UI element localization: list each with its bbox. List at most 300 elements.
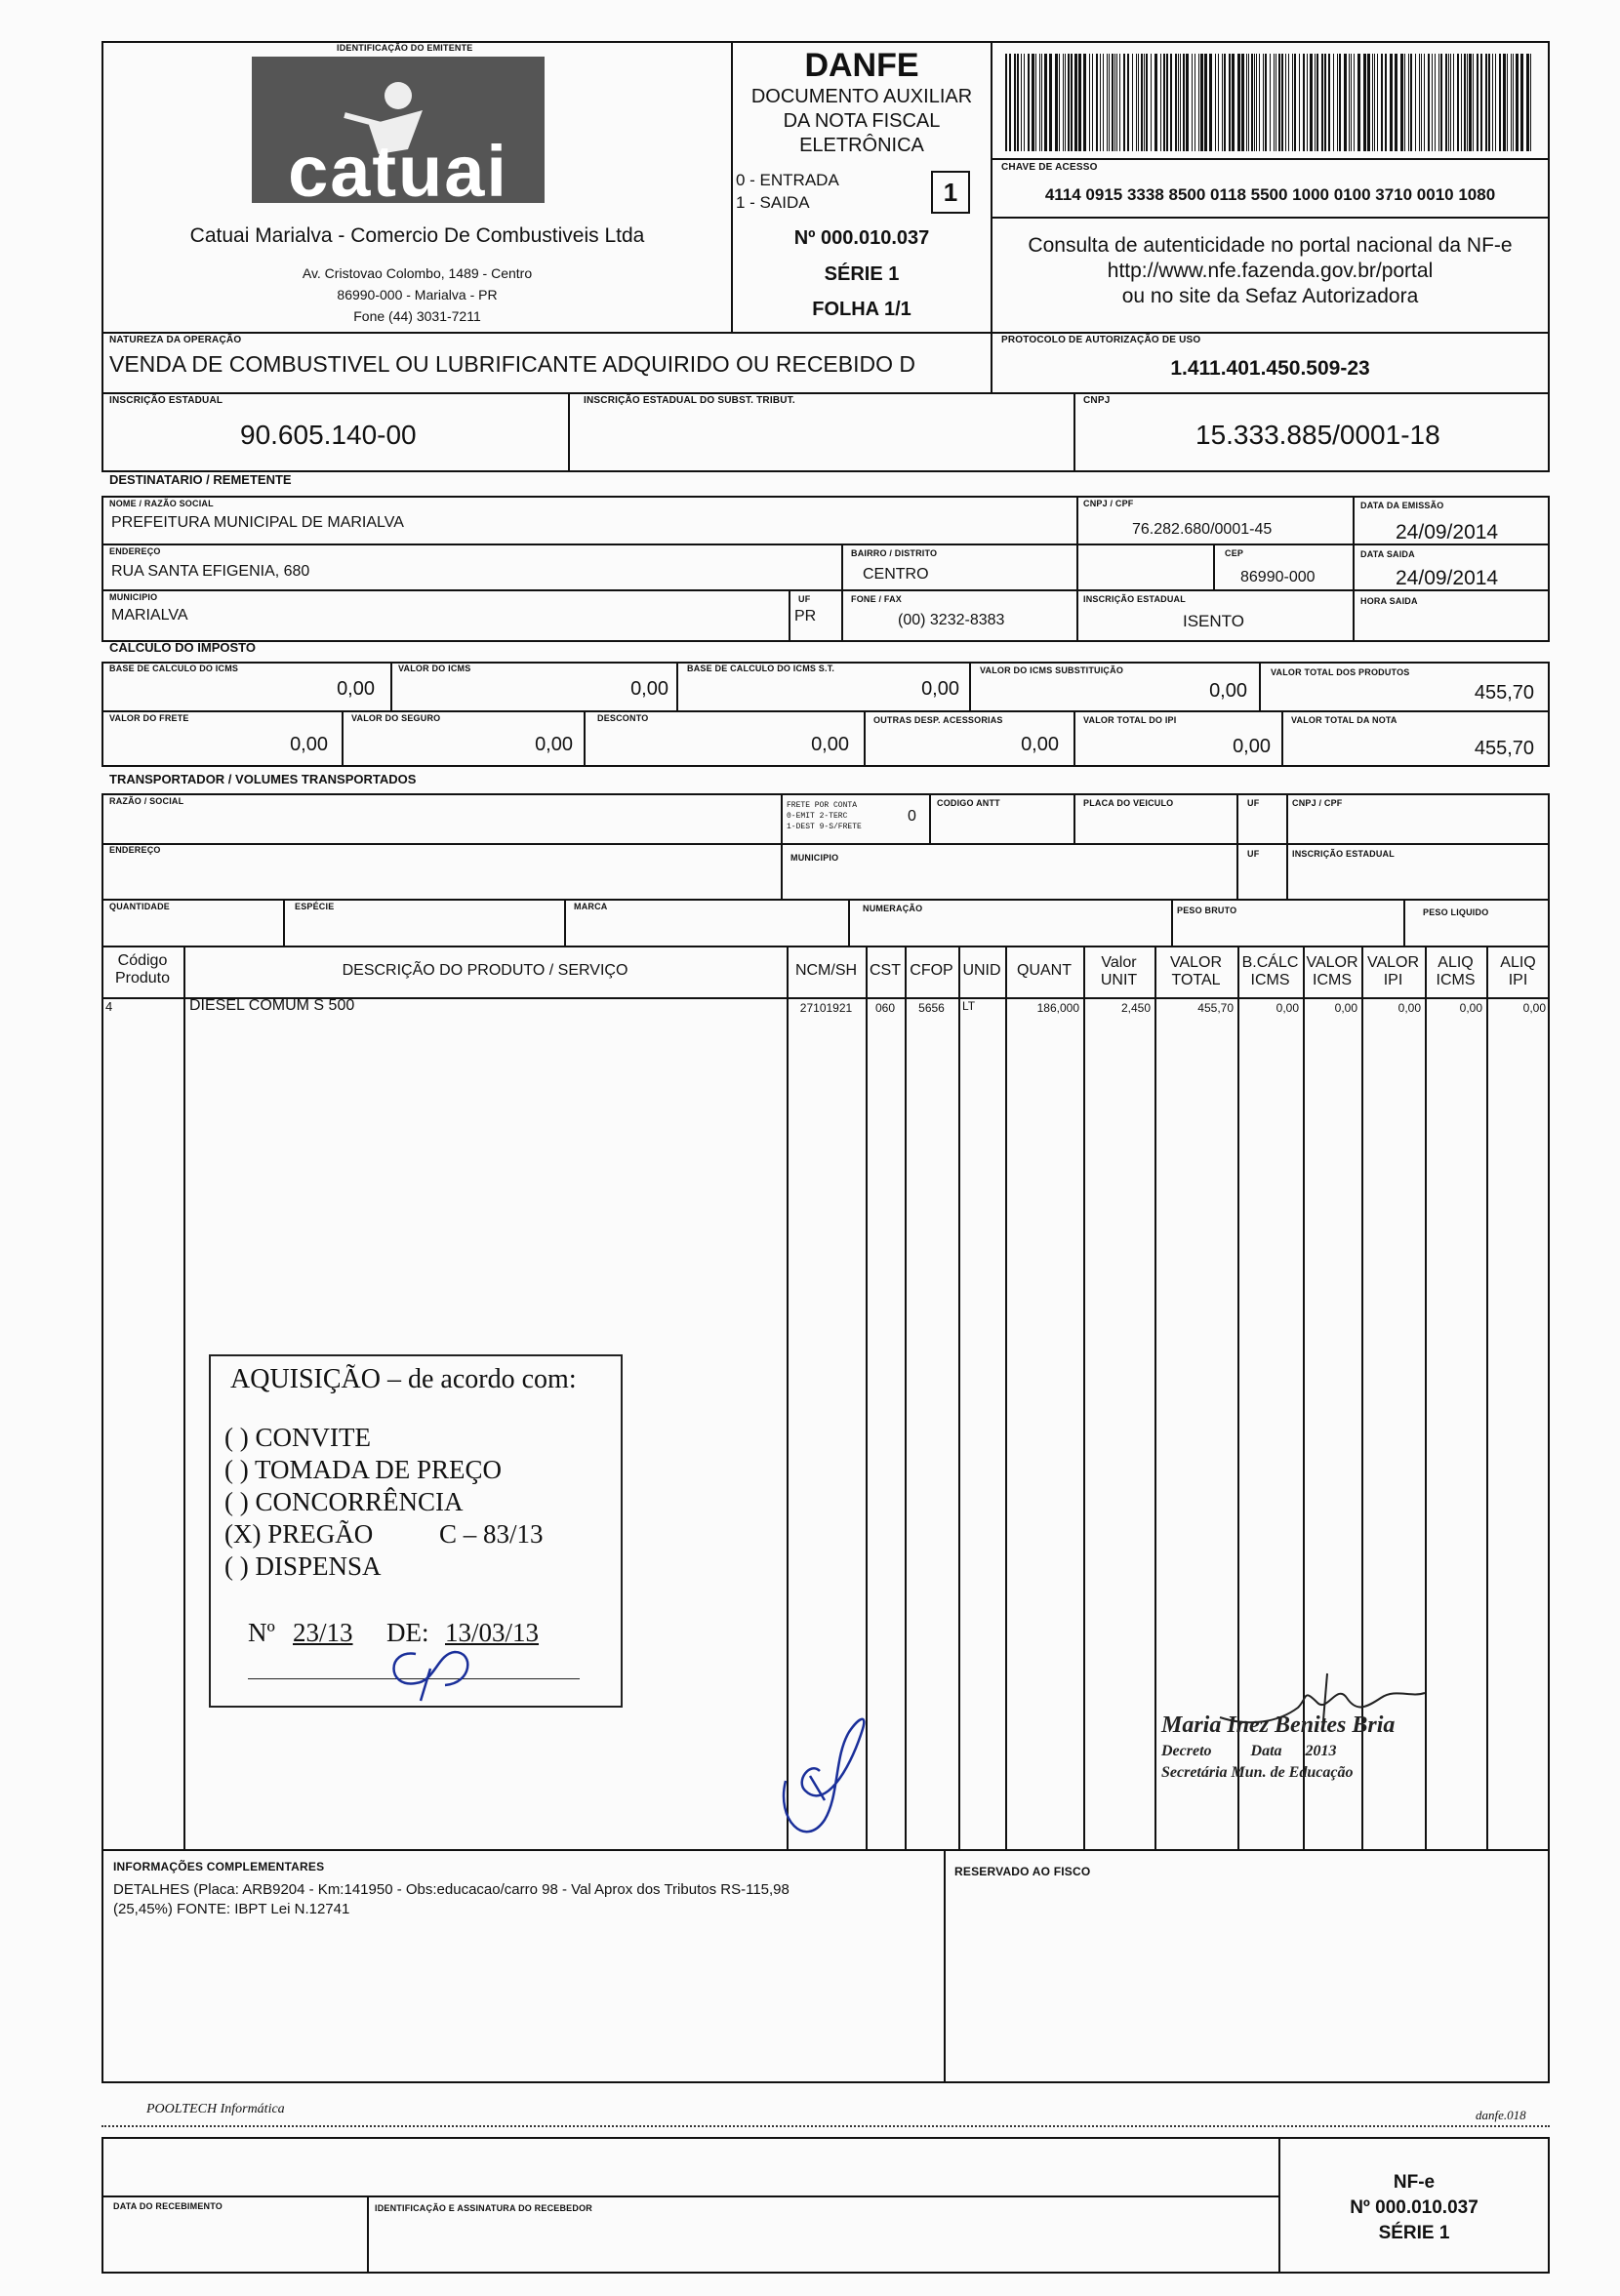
barcode-bar — [1473, 54, 1474, 151]
cell-codigo: 4 — [105, 999, 113, 1014]
barcode-bar — [1256, 54, 1257, 151]
barcode-bar — [1354, 54, 1355, 151]
emitente-section-label: IDENTIFICAÇÃO DO EMITENTE — [337, 43, 473, 53]
barcode-bar — [1055, 54, 1058, 151]
dest-emissao-label: DATA DA EMISSÃO — [1360, 501, 1444, 510]
barcode-bar — [1278, 54, 1280, 151]
protocolo-label: PROTOCOLO DE AUTORIZAÇÃO DE USO — [1001, 335, 1201, 345]
barcode-bar — [1428, 54, 1430, 151]
danfe-ref: danfe.018 — [1476, 2108, 1526, 2122]
logo-text: catuai — [288, 131, 508, 203]
barcode-bar — [1292, 54, 1293, 151]
barcode-bar — [1032, 54, 1034, 151]
barcode-bar — [1408, 54, 1409, 151]
barcode-bar — [1154, 54, 1157, 151]
barcode-bar — [1160, 54, 1161, 151]
barcode-bar — [1337, 54, 1338, 151]
barcode-bar — [1248, 54, 1249, 151]
barcode — [1005, 54, 1535, 151]
barcode-bar — [1395, 54, 1397, 151]
barcode-bar — [1377, 54, 1378, 151]
carimbo-name: Maria Inez Benites Bria — [1161, 1712, 1396, 1738]
carimbo-line2: Decreto Data 2013 — [1161, 1743, 1337, 1759]
barcode-bar — [1477, 54, 1478, 151]
barcode-bar — [1438, 54, 1439, 151]
barcode-bar — [1170, 54, 1172, 151]
chave-label: CHAVE DE ACESSO — [1001, 162, 1098, 173]
emitente-address1: Av. Cristovao Colombo, 1489 - Centro — [302, 265, 533, 281]
natureza-value: VENDA DE COMBUSTIVEL OU LUBRIFICANTE ADQUIRIDO OU RECEBIDO D — [109, 351, 916, 377]
barcode-bar — [1151, 54, 1152, 151]
dest-saida: 24/09/2014 — [1396, 567, 1499, 589]
barcode-bar — [1303, 54, 1305, 151]
danfe-folha: FOLHA 1/1 — [812, 299, 911, 320]
th-descricao: DESCRIÇÃO DO PRODUTO / SERVIÇO — [342, 962, 628, 979]
barcode-bar — [1415, 54, 1416, 151]
barcode-bar — [1063, 54, 1064, 151]
barcode-bar — [1435, 54, 1436, 151]
barcode-bar — [1410, 54, 1412, 151]
barcode-bar — [1285, 54, 1286, 151]
barcode-bar — [1200, 54, 1203, 151]
th-vunit: Valor UNIT — [1100, 954, 1138, 988]
barcode-bar — [1464, 54, 1466, 151]
barcode-bar — [1100, 54, 1101, 151]
barcode-bar — [1424, 54, 1425, 151]
barcode-bar — [1254, 54, 1255, 151]
barcode-bar — [1127, 54, 1129, 151]
dest-bairro: CENTRO — [863, 566, 929, 583]
danfe-title: DANFE — [804, 47, 919, 84]
danfe-subtitle2: DA NOTA FISCAL — [783, 110, 941, 132]
cnpj-emit-label: CNPJ — [1083, 395, 1111, 406]
barcode-bar — [1511, 54, 1512, 151]
cut-line — [101, 2125, 1550, 2127]
ipi-label: VALOR TOTAL DO IPI — [1083, 715, 1177, 725]
barcode-bar — [1222, 54, 1223, 151]
barcode-bar — [1390, 54, 1393, 151]
barcode-bar — [1367, 54, 1370, 151]
desconto-label: DESCONTO — [597, 713, 649, 723]
total-prod-label: VALOR TOTAL DOS PRODUTOS — [1271, 667, 1410, 677]
dest-cnpj-label: CNPJ / CPF — [1083, 499, 1134, 508]
valor-icms-label: VALOR DO ICMS — [398, 664, 471, 673]
barcode-bar — [1065, 54, 1066, 151]
fisco-label: RESERVADO AO FISCO — [954, 1865, 1091, 1878]
complementares-line1: DETALHES (Placa: ARB9204 - Km:141950 - Obs:educacao/carro 98 - Val Aprox dos Tributos RS-115,98 — [113, 1881, 790, 1898]
stamp-tomada: ( ) TOMADA DE PREÇO — [224, 1455, 503, 1484]
barcode-bar — [1166, 54, 1168, 151]
dest-bairro-label: BAIRRO / DISTRITO — [851, 548, 938, 558]
carimbo-line3: Secretária Mun. de Educação — [1161, 1764, 1354, 1781]
company-logo — [252, 57, 545, 203]
especie-label: ESPÉCIE — [295, 902, 335, 911]
barcode-bar — [1503, 54, 1506, 151]
barcode-bar — [1265, 54, 1267, 151]
recibo-numero: Nº 000.010.037 — [1350, 2197, 1478, 2218]
barcode-bar — [1014, 54, 1016, 151]
transp-uf-label: UF — [1247, 798, 1260, 808]
barcode-bar — [1209, 54, 1212, 151]
recibo-nfe: NF-e — [1393, 2172, 1436, 2193]
barcode-bar — [1237, 54, 1240, 151]
transportador-section: TRANSPORTADOR / VOLUMES TRANSPORTADOS — [109, 772, 417, 786]
barcode-bar — [1071, 54, 1073, 151]
barcode-bar — [1492, 54, 1493, 151]
recibo-serie: SÉRIE 1 — [1378, 2223, 1450, 2243]
barcode-bar — [1146, 54, 1148, 151]
barcode-bar — [1132, 54, 1133, 151]
barcode-bar — [1349, 54, 1350, 151]
frete-line1: FRETE POR CONTA — [787, 801, 858, 810]
transp-ie-label: INSCRIÇÃO ESTADUAL — [1292, 849, 1395, 859]
th-aipi: ALIQ IPI — [1500, 954, 1536, 988]
barcode-bar — [1400, 54, 1403, 151]
dest-hora-label: HORA SAIDA — [1360, 596, 1418, 606]
barcode-bar — [1316, 54, 1318, 151]
barcode-bar — [1344, 54, 1347, 151]
iest-label: INSCRIÇÃO ESTADUAL DO SUBST. TRIBUT. — [584, 395, 795, 406]
barcode-bar — [1229, 54, 1231, 151]
stamp-title: AQUISIÇÃO – de acordo com: — [230, 1364, 577, 1394]
seguro: 0,00 — [535, 734, 573, 755]
peso-bruto-label: PESO BRUTO — [1177, 906, 1237, 915]
barcode-bar — [1307, 54, 1308, 151]
th-aicms: ALIQ ICMS — [1436, 954, 1476, 988]
consulta-line2: http://www.nfe.fazenda.gov.br/portal — [1107, 260, 1434, 282]
transp-razao-label: RAZÃO / SOCIAL — [109, 796, 184, 806]
chave-value: 4114 0915 3338 8500 0118 5500 1000 0100 3710 0010 1080 — [1044, 185, 1496, 204]
danfe-saida: 1 - SAIDA — [736, 193, 810, 212]
barcode-bar — [1224, 54, 1226, 151]
barcode-bar — [1009, 54, 1011, 151]
th-codigo: Código Produto — [114, 952, 171, 987]
barcode-bar — [1180, 54, 1181, 151]
dest-nome-label: NOME / RAZÃO SOCIAL — [109, 499, 214, 508]
barcode-bar — [1432, 54, 1433, 151]
stamp-num-label: Nº — [248, 1618, 275, 1647]
valor-st: 0,00 — [1209, 680, 1247, 702]
natureza-label: NATUREZA DA OPERAÇÃO — [109, 335, 242, 345]
transp-cnpj-label: CNPJ / CPF — [1292, 798, 1343, 808]
barcode-bar — [1215, 54, 1216, 151]
barcode-bar — [1324, 54, 1326, 151]
barcode-bar — [1480, 54, 1482, 151]
dest-endereco: RUA SANTA EFIGENIA, 680 — [111, 563, 310, 580]
barcode-bar — [1499, 54, 1501, 151]
dest-fone: (00) 3232-8383 — [898, 612, 1005, 628]
barcode-bar — [1357, 54, 1360, 151]
barcode-bar — [1363, 54, 1366, 151]
th-vtotal: VALOR TOTAL — [1169, 954, 1223, 988]
barcode-bar — [1116, 54, 1117, 151]
barcode-bar — [1059, 54, 1060, 151]
dest-municipio-label: MUNICIPIO — [109, 592, 158, 602]
barcode-bar — [1024, 54, 1025, 151]
protocolo-value: 1.411.401.450.509-23 — [1170, 357, 1370, 380]
barcode-bar — [1198, 54, 1199, 151]
numeracao-label: NUMERAÇÃO — [863, 904, 923, 913]
barcode-bar — [1192, 54, 1193, 151]
barcode-bar — [1218, 54, 1219, 151]
barcode-bar — [1488, 54, 1490, 151]
cell-vtotal: 455,70 — [1197, 1001, 1234, 1015]
barcode-bar — [1315, 54, 1316, 151]
quantidade-label: QUANTIDADE — [109, 902, 170, 911]
danfe-serie: SÉRIE 1 — [824, 263, 900, 285]
frete: 0,00 — [290, 734, 328, 755]
barcode-bar — [1259, 54, 1260, 151]
barcode-bar — [1526, 54, 1529, 151]
valor-icms: 0,00 — [630, 678, 668, 700]
danfe-entrada: 0 - ENTRADA — [736, 171, 839, 189]
barcode-bar — [1461, 54, 1462, 151]
total-nota-label: VALOR TOTAL DA NOTA — [1291, 715, 1397, 725]
dest-uf: PR — [794, 608, 817, 624]
frete-por-conta — [787, 800, 862, 832]
th-ncm: NCM/SH — [794, 962, 858, 979]
desconto: 0,00 — [811, 734, 849, 755]
software-credit: POOLTECH Informática — [146, 2102, 285, 2116]
blue-signature-icon — [766, 1703, 873, 1849]
barcode-bar — [1123, 54, 1125, 151]
stamp-num: 23/13 — [293, 1618, 353, 1647]
total-prod: 455,70 — [1474, 682, 1534, 704]
ipi: 0,00 — [1233, 736, 1271, 757]
stamp-pregao-ref: C – 83/13 — [439, 1519, 544, 1549]
barcode-bar — [1469, 54, 1472, 151]
base-icms: 0,00 — [337, 678, 375, 700]
assinatura-label: IDENTIFICAÇÃO E ASSINATURA DO RECEBEDOR — [375, 2203, 592, 2213]
marca-label: MARCA — [574, 902, 608, 911]
barcode-bar — [1041, 54, 1042, 151]
th-quant: QUANT — [1017, 962, 1072, 979]
barcode-bar — [1096, 54, 1098, 151]
cell-vicms: 0,00 — [1334, 1001, 1357, 1015]
barcode-bar — [1321, 54, 1323, 151]
stamp-dispensa: ( ) DISPENSA — [224, 1551, 382, 1581]
stamp-concorrencia: ( ) CONCORRÊNCIA — [224, 1487, 464, 1516]
th-cfop: CFOP — [910, 962, 953, 979]
barcode-bar — [1107, 54, 1108, 151]
cell-aipi: 0,00 — [1522, 1001, 1546, 1015]
barcode-bar — [1299, 54, 1300, 151]
peso-liquido-label: PESO LIQUIDO — [1423, 907, 1489, 917]
th-vipi: VALOR IPI — [1366, 954, 1420, 988]
barcode-bar — [1288, 54, 1289, 151]
cell-aicms: 0,00 — [1459, 1001, 1482, 1015]
barcode-bar — [1385, 54, 1387, 151]
barcode-bar — [1044, 54, 1047, 151]
emitente-phone: Fone (44) 3031-7211 — [353, 308, 481, 324]
placa-label: PLACA DO VEICULO — [1083, 798, 1174, 808]
stamp-convite: ( ) CONVITE — [224, 1423, 371, 1452]
stamp-pregao: (X) PREGÃO — [224, 1519, 374, 1549]
complementares-label: INFORMAÇÕES COMPLEMENTARES — [113, 1860, 325, 1873]
barcode-bar — [1281, 54, 1283, 151]
barcode-bar — [1138, 54, 1139, 151]
th-bcalc: B.CÁLC ICMS — [1241, 954, 1299, 988]
barcode-bar — [1372, 54, 1373, 151]
barcode-bar — [1039, 54, 1040, 151]
barcode-bar — [1232, 54, 1235, 151]
barcode-bar — [1109, 54, 1110, 151]
cnpj-emit-value: 15.333.885/0001-18 — [1195, 420, 1440, 450]
base-icms-label: BASE DE CALCULO DO ICMS — [109, 664, 239, 673]
barcode-bar — [1445, 54, 1447, 151]
destinatario-section: DESTINATARIO / REMETENTE — [109, 472, 292, 487]
dest-cep: 86990-000 — [1240, 569, 1316, 585]
dest-fone-label: FONE / FAX — [851, 594, 903, 604]
barcode-bar — [1381, 54, 1383, 151]
cell-quant: 186,000 — [1036, 1001, 1079, 1015]
cell-unid: LT — [962, 999, 976, 1013]
danfe-tipo-box — [931, 171, 970, 214]
barcode-bar — [1005, 54, 1007, 151]
barcode-bar — [1419, 54, 1420, 151]
barcode-bar — [1083, 54, 1086, 151]
barcode-bar — [1263, 54, 1264, 151]
cell-vunit: 2,450 — [1120, 1001, 1151, 1015]
transp-uf2-label: UF — [1247, 849, 1260, 859]
barcode-bar — [1507, 54, 1508, 151]
ie-label: INSCRIÇÃO ESTADUAL — [109, 395, 223, 406]
barcode-bar — [1028, 54, 1030, 151]
aquisicao-stamp — [209, 1354, 623, 1708]
barcode-bar — [1339, 54, 1341, 151]
danfe-numero: Nº 000.010.037 — [793, 227, 930, 249]
barcode-bar — [1035, 54, 1036, 151]
cell-cfop: 5656 — [918, 1001, 945, 1015]
barcode-bar — [1351, 54, 1352, 151]
dest-emissao: 24/09/2014 — [1396, 521, 1499, 544]
barcode-bar — [1328, 54, 1330, 151]
dest-ie: ISENTO — [1183, 612, 1244, 630]
dest-cnpj: 76.282.680/0001-45 — [1132, 521, 1273, 538]
barcode-bar — [1274, 54, 1275, 151]
antt-label: CODIGO ANTT — [937, 798, 1000, 808]
cell-vipi: 0,00 — [1397, 1001, 1421, 1015]
barcode-bar — [1485, 54, 1487, 151]
frete-value: 0 — [908, 808, 916, 825]
consulta-line1: Consulta de autenticidade no portal nacional da NF-e — [1028, 234, 1513, 257]
barcode-bar — [1078, 54, 1081, 151]
barcode-bar — [1513, 54, 1514, 151]
dest-municipio: MARIALVA — [111, 607, 188, 624]
barcode-bar — [1089, 54, 1090, 151]
barcode-bar — [1144, 54, 1145, 151]
dest-saida-label: DATA SAIDA — [1360, 549, 1415, 559]
barcode-bar — [1457, 54, 1459, 151]
barcode-bar — [1530, 54, 1531, 151]
barcode-bar — [1467, 54, 1468, 151]
barcode-bar — [1186, 54, 1189, 151]
barcode-bar — [1163, 54, 1165, 151]
base-st: 0,00 — [921, 678, 959, 700]
outras: 0,00 — [1021, 734, 1059, 755]
valor-st-label: VALOR DO ICMS SUBSTITUIÇÃO — [980, 665, 1124, 675]
frete-line2: 0-EMIT 2-TERC — [787, 812, 848, 821]
cell-ncm: 27101921 — [799, 1001, 853, 1015]
barcode-bar — [1092, 54, 1093, 151]
consulta-line3: ou no site da Sefaz Autorizadora — [1121, 285, 1419, 307]
barcode-bar — [1112, 54, 1114, 151]
barcode-bar — [1049, 54, 1052, 151]
danfe-tipo: 1 — [943, 178, 958, 207]
th-vicms: VALOR ICMS — [1306, 954, 1358, 988]
frete-label: VALOR DO FRETE — [109, 713, 189, 723]
barcode-bar — [1074, 54, 1077, 151]
barcode-bar — [1310, 54, 1313, 151]
barcode-bar — [1178, 54, 1179, 151]
recebimento-label: DATA DO RECEBIMENTO — [113, 2201, 223, 2211]
base-st-label: BASE DE CALCULO DO ICMS S.T. — [687, 664, 835, 673]
danfe-subtitle3: ELETRÔNICA — [799, 135, 924, 156]
ie-value: 90.605.140-00 — [240, 420, 417, 450]
cell-cst: 060 — [874, 1001, 896, 1015]
barcode-bar — [1119, 54, 1120, 151]
barcode-bar — [1175, 54, 1177, 151]
barcode-bar — [1136, 54, 1137, 151]
cell-bcalc: 0,00 — [1276, 1001, 1299, 1015]
barcode-bar — [1404, 54, 1405, 151]
barcode-bar — [1453, 54, 1454, 151]
barcode-bar — [1516, 54, 1519, 151]
barcode-bar — [1141, 54, 1143, 151]
th-unid: UNID — [962, 962, 1001, 979]
barcode-bar — [1270, 54, 1271, 151]
imposto-section: CÁLCULO DO IMPOSTO — [109, 640, 256, 655]
cell-descricao: DIESEL COMUM S 500 — [189, 997, 355, 1014]
barcode-bar — [1294, 54, 1296, 151]
barcode-bar — [1183, 54, 1185, 151]
barcode-bar — [1251, 54, 1253, 151]
barcode-bar — [1440, 54, 1442, 151]
complementares-line2: (25,45%) FONTE: IBPT Lei N.12741 — [113, 1901, 350, 1917]
dest-cep-label: CEP — [1225, 548, 1244, 558]
barcode-bar — [1114, 54, 1115, 151]
barcode-bar — [1204, 54, 1207, 151]
danfe-subtitle1: DOCUMENTO AUXILIAR — [750, 86, 973, 107]
barcode-bar — [1450, 54, 1451, 151]
barcode-bar — [1068, 54, 1070, 151]
transp-municipio-label: MUNICIPIO — [790, 853, 839, 863]
dest-uf-label: UF — [798, 594, 811, 604]
barcode-bar — [1103, 54, 1104, 151]
barcode-bar — [1374, 54, 1375, 151]
emitente-name: Catuai Marialva - Comercio De Combustiveis Ltda — [189, 224, 645, 247]
barcode-bar — [1021, 54, 1022, 151]
emitente-address2: 86990-000 - Marialva - PR — [337, 287, 498, 302]
barcode-bar — [1017, 54, 1019, 151]
barcode-bar — [1448, 54, 1449, 151]
barcode-bar — [1421, 54, 1422, 151]
stamp-de-label: DE: — [386, 1618, 429, 1647]
dest-nome: PREFEITURA MUNICIPAL DE MARIALVA — [111, 514, 404, 531]
total-nota: 455,70 — [1474, 738, 1534, 759]
seguro-label: VALOR DO SEGURO — [351, 713, 441, 723]
barcode-bar — [1333, 54, 1334, 151]
stamp-initials-icon — [377, 1634, 494, 1703]
transp-endereco-label: ENDEREÇO — [109, 845, 161, 855]
frete-line3: 1-DEST 9-S/FRETE — [787, 823, 862, 831]
barcode-bar — [1495, 54, 1496, 151]
th-cst: CST — [870, 962, 901, 979]
dest-ie-label: INSCRIÇÃO ESTADUAL — [1083, 594, 1186, 604]
carimbo — [1161, 1712, 1474, 1782]
stamp-de: 13/03/13 — [445, 1618, 540, 1647]
barcode-bar — [1246, 54, 1247, 151]
